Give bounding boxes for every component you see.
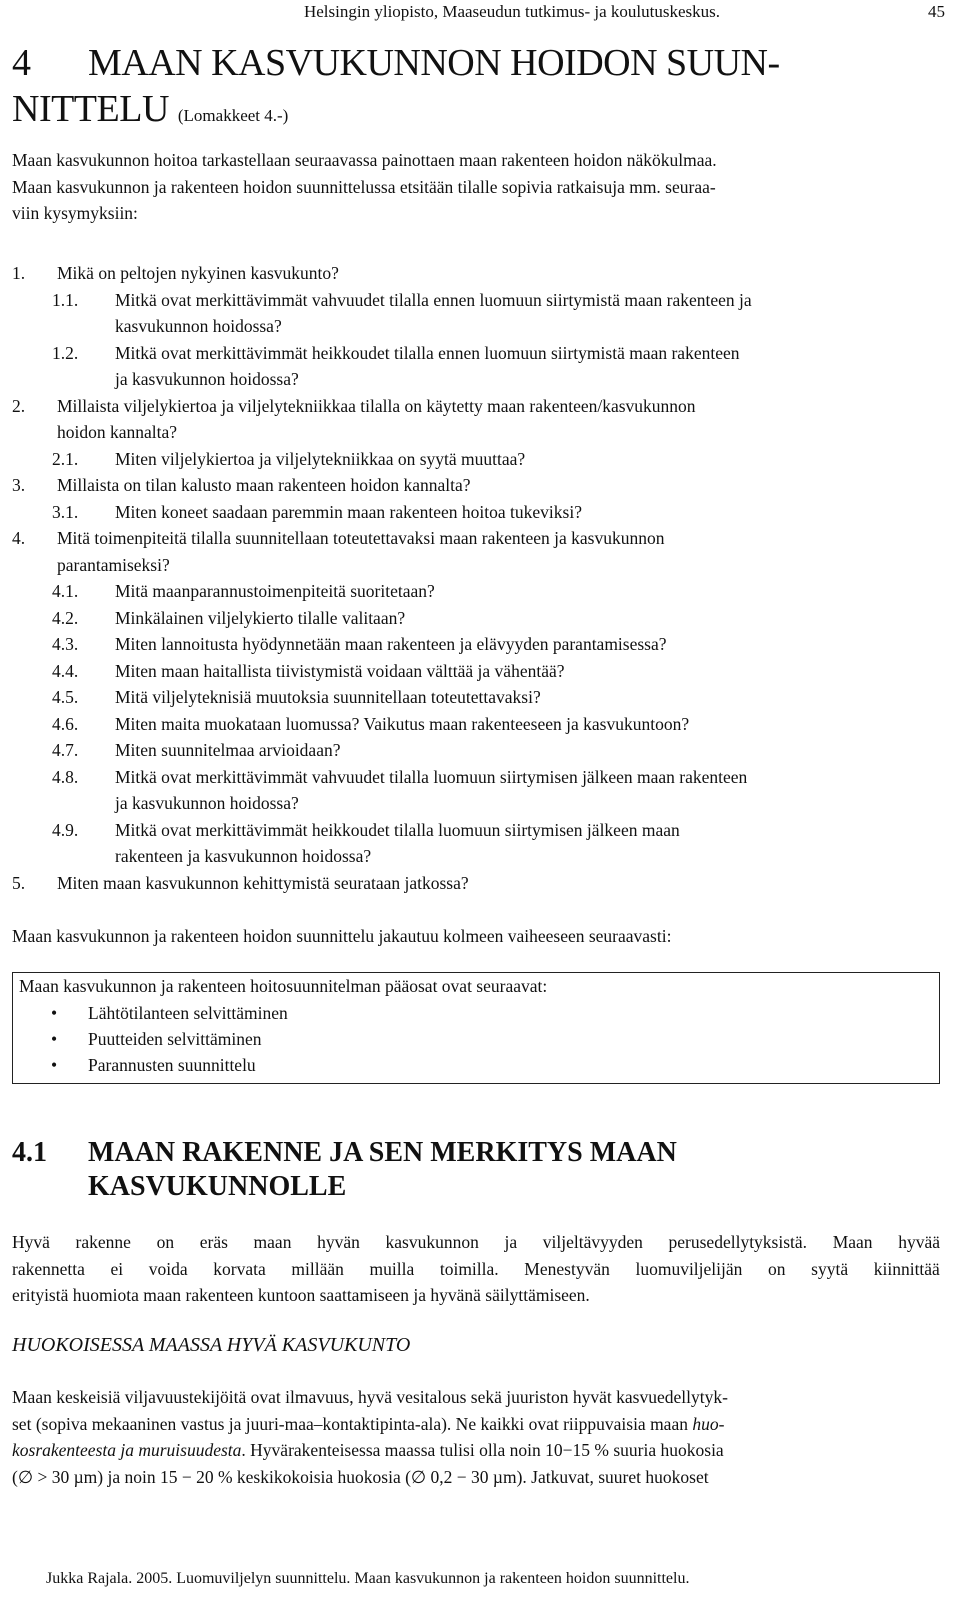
word: eräs	[199, 1232, 228, 1252]
question-number: 2.	[12, 395, 26, 416]
running-footer: Jukka Rajala. 2005. Luomuviljelyn suunnittelu. Maan kasvukunnon ja rakenteen hoidon suunnittelu.	[46, 1570, 690, 1587]
word: voida	[148, 1258, 188, 1279]
word: perusedellytyksistä.	[668, 1232, 808, 1252]
word: on	[156, 1232, 175, 1252]
intro-line: Maan kasvukunnon hoitoa tarkastellaan seuraavassa painottaen maan rakenteen hoidon näkökulmaa.	[12, 150, 717, 170]
paragraph-line: (∅ > 30 µm) ja noin 15 − 20 % keskikokoisia huokosia (∅ 0,2 − 30 µm). Jatkuvat, suuret huokoset	[12, 1466, 709, 1487]
question-number: 4.1.	[52, 581, 79, 601]
question-text: Mitkä ovat merkittävimmät heikkoudet tilalla ennen luomuun siirtymistä maan rakenteen	[115, 342, 740, 363]
word: toimilla.	[439, 1258, 499, 1279]
summary-item: Lähtötilanteen selvittäminen	[88, 1003, 288, 1023]
word: hyvän	[317, 1232, 360, 1252]
question-text: Miten maan kasvukunnon kehittymistä seurataan jatkossa?	[57, 872, 469, 893]
word: Hyvä	[12, 1232, 50, 1252]
chapter-title-line2: NITTELU	[12, 88, 169, 130]
word: kasvukunnon	[385, 1232, 479, 1252]
question-number: 4.2.	[52, 607, 79, 628]
section-title-line1: MAAN RAKENNE JA SEN MERKITYS MAAN	[88, 1137, 677, 1168]
word: korvata	[213, 1258, 266, 1279]
chapter-number: 4	[12, 42, 31, 84]
section-title-line2: KASVUKUNNOLLE	[88, 1171, 347, 1202]
text-run: set (sopiva mekaaninen vastus ja juuri-maa–kontaktipinta-ala). Ne kaikki ovat riippuvaisia maan	[12, 1413, 693, 1434]
header-text: Helsingin yliopisto, Maaseudun tutkimus- ja koulutuskeskus.	[303, 2, 720, 21]
question-text: Mitkä ovat merkittävimmät vahvuudet tilalla luomuun siirtymisen jälkeen maan rakenteen	[115, 766, 748, 787]
word: rakenne	[75, 1232, 131, 1252]
question-number: 1.1.	[52, 289, 79, 310]
question-number: 5.	[12, 872, 26, 893]
question-text: ja kasvukunnon hoidossa?	[115, 369, 299, 389]
chapter-form-reference: (Lomakkeet 4.-)	[177, 106, 289, 125]
word: kiinnittää	[873, 1258, 940, 1279]
question-text: Millaista viljelykiertoa ja viljelytekniikkaa tilalla on käytetty maan rakenteen/kasvukunnon	[57, 395, 696, 416]
word: Maan	[832, 1232, 873, 1252]
intro-line: Maan kasvukunnon ja rakenteen hoidon suunnittelussa etsitään tilalle sopivia ratkaisuja mm. seuraa-	[12, 176, 716, 197]
word: viljeltävyyden	[542, 1232, 643, 1252]
question-text: ja kasvukunnon hoidossa?	[115, 793, 299, 813]
final-paragraph	[12, 1384, 940, 1490]
question-number: 4.8.	[52, 766, 79, 787]
word: Menestyvän	[524, 1258, 610, 1279]
question-number: 4.7.	[52, 740, 79, 760]
question-number: 4.5.	[52, 687, 79, 707]
phases-intro: Maan kasvukunnon ja rakenteen hoidon suunnittelu jakautuu kolmeen vaiheeseen seuraavasti:	[12, 926, 672, 946]
word: muilla	[369, 1258, 415, 1279]
question-text: Mikä on peltojen nykyinen kasvukunto?	[57, 263, 339, 283]
word: ei	[110, 1258, 124, 1279]
paragraph-line	[12, 1411, 940, 1438]
question-text: Mitkä ovat merkittävimmät vahvuudet tilalla ennen luomuun siirtymistä maan rakenteen ja	[115, 289, 752, 310]
question-text: Miten lannoitusta hyödynnetään maan rakenteen ja elävyyden parantamisessa?	[115, 634, 667, 654]
summary-box	[12, 972, 940, 1084]
paragraph-line: erityistä huomiota maan rakenteen kuntoon saattamiseen ja hyvänä säilyttämiseen.	[12, 1285, 590, 1305]
question-text: Miten viljelykiertoa ja viljelytekniikkaa on syytä muuttaa?	[115, 448, 526, 469]
paragraph-line: Maan keskeisiä viljavuustekijöitä ovat ilmavuus, hyvä vesitalous sekä juuriston hyvät kasvuedellytyk-	[12, 1387, 728, 1407]
bullet-icon: •	[51, 1029, 58, 1049]
summary-box-title: Maan kasvukunnon ja rakenteen hoitosuunnitelman pääosat ovat seuraavat:	[19, 976, 548, 996]
paragraph-line	[12, 1229, 940, 1256]
question-text: Miten suunnitelmaa arvioidaan?	[115, 740, 341, 760]
question-number: 4.9.	[52, 819, 79, 840]
italic-text-run: kosrakenteesta ja muruisuudesta	[12, 1440, 242, 1460]
word: rakennetta	[12, 1258, 85, 1279]
page-number: 45	[928, 2, 945, 21]
bullet-icon: •	[51, 1003, 58, 1023]
question-text: Miten koneet saadaan paremmin maan rakenteen hoitoa tukeviksi?	[115, 501, 582, 522]
text-run: . Hyvärakenteisessa maassa tulisi olla noin 10−15 % suuria huokosia	[241, 1440, 724, 1460]
question-text: parantamiseksi?	[57, 554, 170, 575]
question-number: 4.4.	[52, 660, 79, 681]
question-text: kasvukunnon hoidossa?	[115, 316, 282, 336]
question-number: 3.1.	[52, 501, 79, 522]
subheading: HUOKOISESSA MAASSA HYVÄ KASVUKUNTO	[12, 1334, 411, 1356]
question-text: Minkälainen viljelykierto tilalle valitaan?	[115, 607, 406, 628]
question-number: 2.1.	[52, 448, 79, 469]
section-title	[12, 1136, 677, 1204]
question-number: 4.3.	[52, 634, 79, 654]
question-number: 3.	[12, 475, 26, 495]
italic-text-run: huo-	[692, 1413, 725, 1434]
question-number: 4.6.	[52, 713, 79, 734]
question-text: Miten maan haitallista tiivistymistä voidaan välttää ja vähentää?	[115, 660, 565, 681]
word: syytä	[811, 1258, 849, 1279]
bullet-icon: •	[51, 1055, 58, 1075]
word: hyvää	[898, 1232, 940, 1252]
question-text: hoidon kannalta?	[57, 422, 178, 442]
section-paragraph	[12, 1229, 940, 1309]
chapter-title	[12, 40, 922, 139]
section-number: 4.1	[12, 1137, 47, 1168]
chapter-title-line1: MAAN KASVUKUNNON HOIDON SUUN-	[88, 42, 780, 84]
word: ja	[504, 1232, 518, 1252]
question-number: 4.	[12, 528, 26, 548]
question-text: Miten maita muokataan luomussa? Vaikutus maan rakenteeseen ja kasvukuntoon?	[115, 713, 690, 734]
word: on	[768, 1258, 786, 1279]
word: luomuviljelijän	[635, 1258, 743, 1279]
word: maan	[253, 1232, 292, 1252]
summary-item: Puutteiden selvittäminen	[88, 1029, 262, 1049]
intro-line: viin kysymyksiin:	[12, 203, 138, 223]
question-text: Mitä viljelyteknisiä muutoksia suunnitellaan toteutettavaksi?	[115, 687, 541, 707]
summary-item: Parannusten suunnittelu	[88, 1055, 256, 1075]
question-text: rakenteen ja kasvukunnon hoidossa?	[115, 846, 372, 866]
question-text: Mitkä ovat merkittävimmät heikkoudet tilalla luomuun siirtymisen jälkeen maan	[115, 819, 680, 840]
paragraph-line	[12, 1256, 940, 1283]
question-text: Mitä toimenpiteitä tilalla suunnitellaan toteutettavaksi maan rakenteen ja kasvukunnon	[57, 528, 665, 548]
question-text: Mitä maanparannustoimenpiteitä suoritetaan?	[115, 581, 435, 601]
paragraph-line	[12, 1437, 940, 1464]
question-number: 1.	[12, 263, 26, 283]
word: millään	[291, 1258, 344, 1279]
intro-paragraph	[12, 147, 940, 227]
question-text: Millaista on tilan kalusto maan rakenteen hoidon kannalta?	[57, 475, 471, 495]
question-number: 1.2.	[52, 342, 79, 363]
